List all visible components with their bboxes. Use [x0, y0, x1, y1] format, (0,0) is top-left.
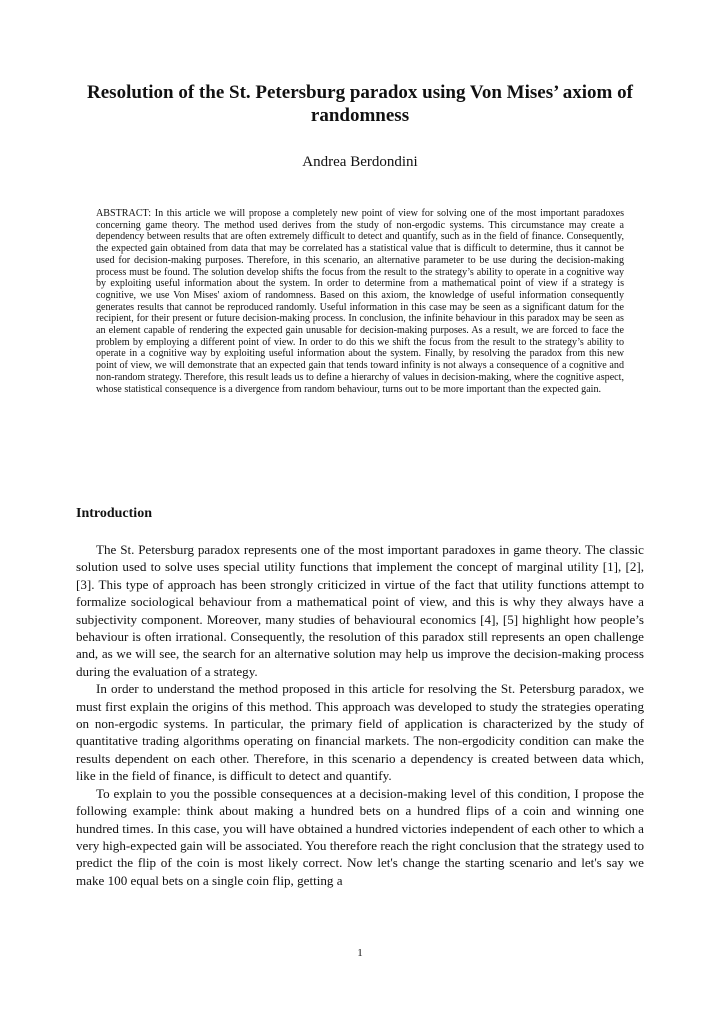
- paragraph: To explain to you the possible consequences at a decision-making level of this condition, I propose the following example: think about making a hundred bets on a hundred flips of a coin and winning one hundred times. In this case, you will have obtained a hundred victories independent of each other to which a very high-expected gain will be associated. You therefore reach the right conclusion that the strategy used to predict the flip of the coin is most likely correct. Now let's change the starting scenario and let's say we make 100 equal bets on a single coin flip, getting a: [76, 785, 644, 888]
- paragraph: The St. Petersburg paradox represents one of the most important paradoxes in game theory. The classic solution used to solve uses special utility functions that implement the concept of marginal utility [1], [2], [3]. This type of approach has been strongly criticized in virtue of the fact that utility functions attempt to formalize sociological behaviour from a mathematical point of view, and this is why they always have a subjectivity component. Moreover, many studies of behavioural economics [4], [5] highlight how people’s behaviour is often irrational. Consequently, the resolution of this paradox still represents an open challenge and, as we will see, the search for an alternative solution may help us improve the decision-making process during the evaluation of a strategy.: [76, 542, 644, 679]
- paper-title: Resolution of the St. Petersburg paradox using Von Mises’ axiom of randomness: [87, 82, 633, 126]
- introduction-body: [76, 541, 644, 889]
- page-number: 1: [357, 947, 363, 959]
- section-heading-introduction: Introduction: [76, 506, 152, 521]
- abstract: ABSTRACT: In this article we will propose a completely new point of view for solving one of the most important paradoxes concerning game theory. The method used derives from the study of non-ergodic systems. This circumstance may create a dependency between results that are often extremely difficult to detect and quantify, such as in the field of finance. Consequently, the expected gain obtained from data that may be correlated has a statistical value that is difficult to determine, thus it cannot be used for decision-making purposes. Therefore, in this scenario, an alternative parameter to be use during the decision-making process must be found. The solution develop shifts the focus from the result to the strategy’s ability to operate in a cognitive way by exploiting useful information about the system. In order to determine from a mathematical point of view if a strategy is cognitive, we use Von Mises' axiom of randomness. Based on this axiom, the knowledge of useful information consequently generates results that cannot be reproduced randomly. Useful information in this case may be seen as a significant datum for the recipient, for their present or future decision-making process. In conclusion, the infinite behaviour in this paradox may be seen as an element capable of rendering the expected gain unusable for decision-making purposes. As a result, we are forced to face the problem by employing a different point of view. In order to do this we shift the focus from the result to the strategy’s ability to operate in a cognitive way by exploiting useful information about the system. Finally, by resolving the paradox from this new point of view, we will demonstrate that an expected gain that tends toward infinity is not always a consequence of a cognitive and non-random strategy. Therefore, this result leads us to define a hierarchy of values in decision-making, where the cognitive aspect, whose statistical consequence is a divergence from random behaviour, turns out to be more important than the expected gain.: [96, 208, 624, 395]
- paragraph: In order to understand the method proposed in this article for resolving the St. Petersburg paradox, we must first explain the origins of this method. This approach was developed to study the strategies operating on non-ergodic systems. In particular, the primary field of application is characterized by the study of quantitative trading algorithms operating on financial markets. The non-ergodicity condition can make the results dependent on each other. Therefore, in this scenario a dependency is created between data which, like in the field of finance, is difficult to detect and quantify.: [76, 681, 644, 784]
- author-name: Andrea Berdondini: [302, 154, 418, 170]
